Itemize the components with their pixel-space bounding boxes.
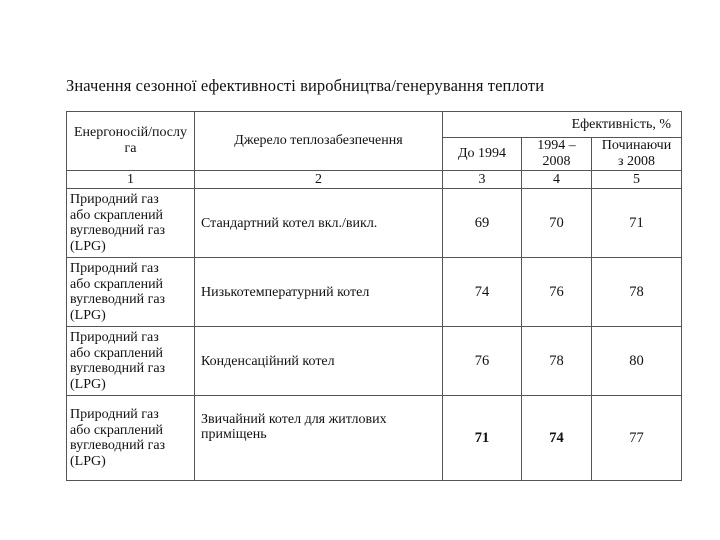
header-efficiency: Ефективність, % bbox=[443, 112, 682, 138]
carrier-line: вуглеводний газ bbox=[70, 223, 166, 238]
header-carrier bbox=[67, 112, 195, 171]
header-1994-2008-line2: 2008 bbox=[542, 154, 571, 169]
carrier-line: Природний газ bbox=[70, 330, 159, 345]
carrier-line: (LPG) bbox=[70, 307, 106, 323]
value-1994-2008: 74 bbox=[522, 396, 592, 481]
column-number-1: 1 bbox=[67, 171, 195, 189]
carrier-cell bbox=[67, 258, 195, 327]
carrier-cell bbox=[67, 327, 195, 396]
value-before-1994: 71 bbox=[443, 396, 522, 481]
carrier-line: або скраплений bbox=[70, 207, 164, 223]
value-from-2008: 80 bbox=[592, 327, 682, 396]
header-source: Джерело теплозабезпечення bbox=[195, 112, 443, 171]
value-from-2008: 71 bbox=[592, 189, 682, 258]
carrier-line: вуглеводний газ bbox=[70, 361, 166, 376]
table-row bbox=[67, 396, 682, 481]
header-carrier-line2: га bbox=[124, 141, 137, 156]
value-from-2008: 78 bbox=[592, 258, 682, 327]
table-row bbox=[67, 327, 682, 396]
header-from-2008 bbox=[592, 138, 682, 171]
carrier-cell bbox=[67, 396, 195, 481]
value-1994-2008: 76 bbox=[522, 258, 592, 327]
value-1994-2008: 78 bbox=[522, 327, 592, 396]
carrier-line: або скраплений bbox=[70, 422, 164, 438]
column-number-3: 3 bbox=[443, 171, 522, 189]
value-from-2008: 77 bbox=[592, 396, 682, 481]
page-title: Значення сезонної ефективності виробництва/генерування теплоти bbox=[66, 76, 545, 95]
column-number-4: 4 bbox=[522, 171, 592, 189]
source-cell: Стандартний котел вкл./викл. bbox=[195, 189, 443, 258]
source-cell: Конденсаційний котел bbox=[195, 327, 443, 396]
source-line: приміщень bbox=[201, 427, 267, 442]
header-from-2008-line2: з 2008 bbox=[617, 154, 656, 169]
carrier-line: вуглеводний газ bbox=[70, 292, 166, 307]
header-from-2008-line1: Починаючи bbox=[601, 138, 672, 153]
carrier-line: або скраплений bbox=[70, 276, 164, 292]
source-cell: Низькотемпературний котел bbox=[195, 258, 443, 327]
value-before-1994: 69 bbox=[443, 189, 522, 258]
header-carrier-line1: Енергоносій/послу bbox=[73, 125, 188, 140]
value-before-1994: 76 bbox=[443, 327, 522, 396]
carrier-line: або скраплений bbox=[70, 345, 164, 361]
column-number-2: 2 bbox=[195, 171, 443, 189]
carrier-cell bbox=[67, 189, 195, 258]
source-line: Звичайний котел для житлових bbox=[201, 412, 387, 427]
header-1994-2008-line1: 1994 – bbox=[537, 138, 576, 153]
column-number-5: 5 bbox=[592, 171, 682, 189]
source-cell bbox=[195, 396, 443, 481]
efficiency-table bbox=[66, 111, 682, 481]
table-row bbox=[67, 189, 682, 258]
carrier-line: (LPG) bbox=[70, 376, 106, 392]
value-1994-2008: 70 bbox=[522, 189, 592, 258]
carrier-line: (LPG) bbox=[70, 238, 106, 254]
table-row bbox=[67, 258, 682, 327]
carrier-line: вуглеводний газ bbox=[70, 438, 166, 453]
column-number-row bbox=[67, 171, 682, 189]
carrier-line: Природний газ bbox=[70, 261, 159, 276]
header-before-1994: До 1994 bbox=[443, 138, 522, 171]
carrier-line: (LPG) bbox=[70, 453, 106, 469]
value-before-1994: 74 bbox=[443, 258, 522, 327]
header-1994-2008 bbox=[522, 138, 592, 171]
carrier-line: Природний газ bbox=[70, 407, 159, 422]
carrier-line: Природний газ bbox=[70, 192, 159, 207]
